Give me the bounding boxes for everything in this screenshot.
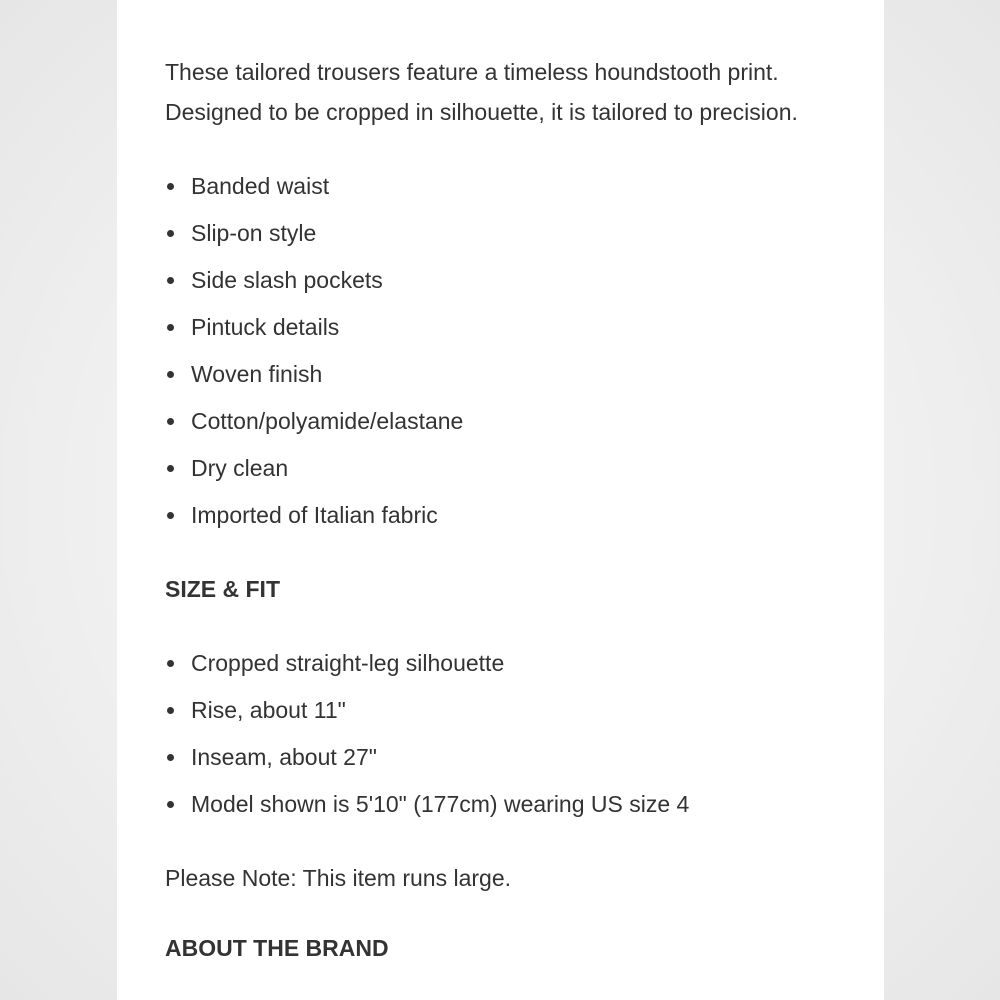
bullet-icon	[167, 277, 174, 284]
list-item	[165, 734, 845, 781]
feature-text: Cotton/polyamide/elastane	[191, 408, 464, 434]
feature-text: Woven finish	[191, 361, 323, 387]
size-fit-text: Cropped straight-leg silhouette	[191, 650, 505, 676]
list-item	[165, 257, 845, 304]
list-item	[165, 492, 845, 539]
list-item	[165, 304, 845, 351]
product-details-panel	[117, 0, 884, 1000]
feature-text: Pintuck details	[191, 314, 340, 340]
list-item	[165, 445, 845, 492]
list-item	[165, 781, 845, 828]
bullet-icon	[167, 371, 174, 378]
bullet-icon	[167, 707, 174, 714]
product-description: These tailored trousers feature a timeless houndstooth print. Designed to be cropped in silhouette, it is tailored to precision.	[165, 59, 798, 125]
size-fit-text: Rise, about 11"	[191, 697, 346, 723]
bullet-icon	[167, 512, 174, 519]
bullet-icon	[167, 754, 174, 761]
product-details-content	[165, 52, 845, 972]
feature-list	[165, 163, 845, 539]
list-item	[165, 210, 845, 257]
list-item	[165, 163, 845, 210]
bullet-icon	[167, 660, 174, 667]
fit-note: Please Note: This item runs large.	[165, 865, 512, 891]
bullet-icon	[167, 230, 174, 237]
list-item	[165, 398, 845, 445]
list-item	[165, 687, 845, 734]
list-item	[165, 351, 845, 398]
feature-text: Banded waist	[191, 173, 330, 199]
bullet-icon	[167, 418, 174, 425]
about-brand-heading: ABOUT THE BRAND	[165, 935, 389, 961]
list-item	[165, 640, 845, 687]
size-fit-heading: SIZE & FIT	[165, 576, 280, 602]
feature-text: Slip-on style	[191, 220, 317, 246]
bullet-icon	[167, 324, 174, 331]
bullet-icon	[167, 183, 174, 190]
size-fit-list	[165, 640, 845, 828]
feature-text: Side slash pockets	[191, 267, 383, 293]
size-fit-text: Inseam, about 27"	[191, 744, 377, 770]
size-fit-text: Model shown is 5'10" (177cm) wearing US size 4	[191, 791, 690, 817]
feature-text: Dry clean	[191, 455, 289, 481]
bullet-icon	[167, 801, 174, 808]
bullet-icon	[167, 465, 174, 472]
feature-text: Imported of Italian fabric	[191, 502, 438, 528]
